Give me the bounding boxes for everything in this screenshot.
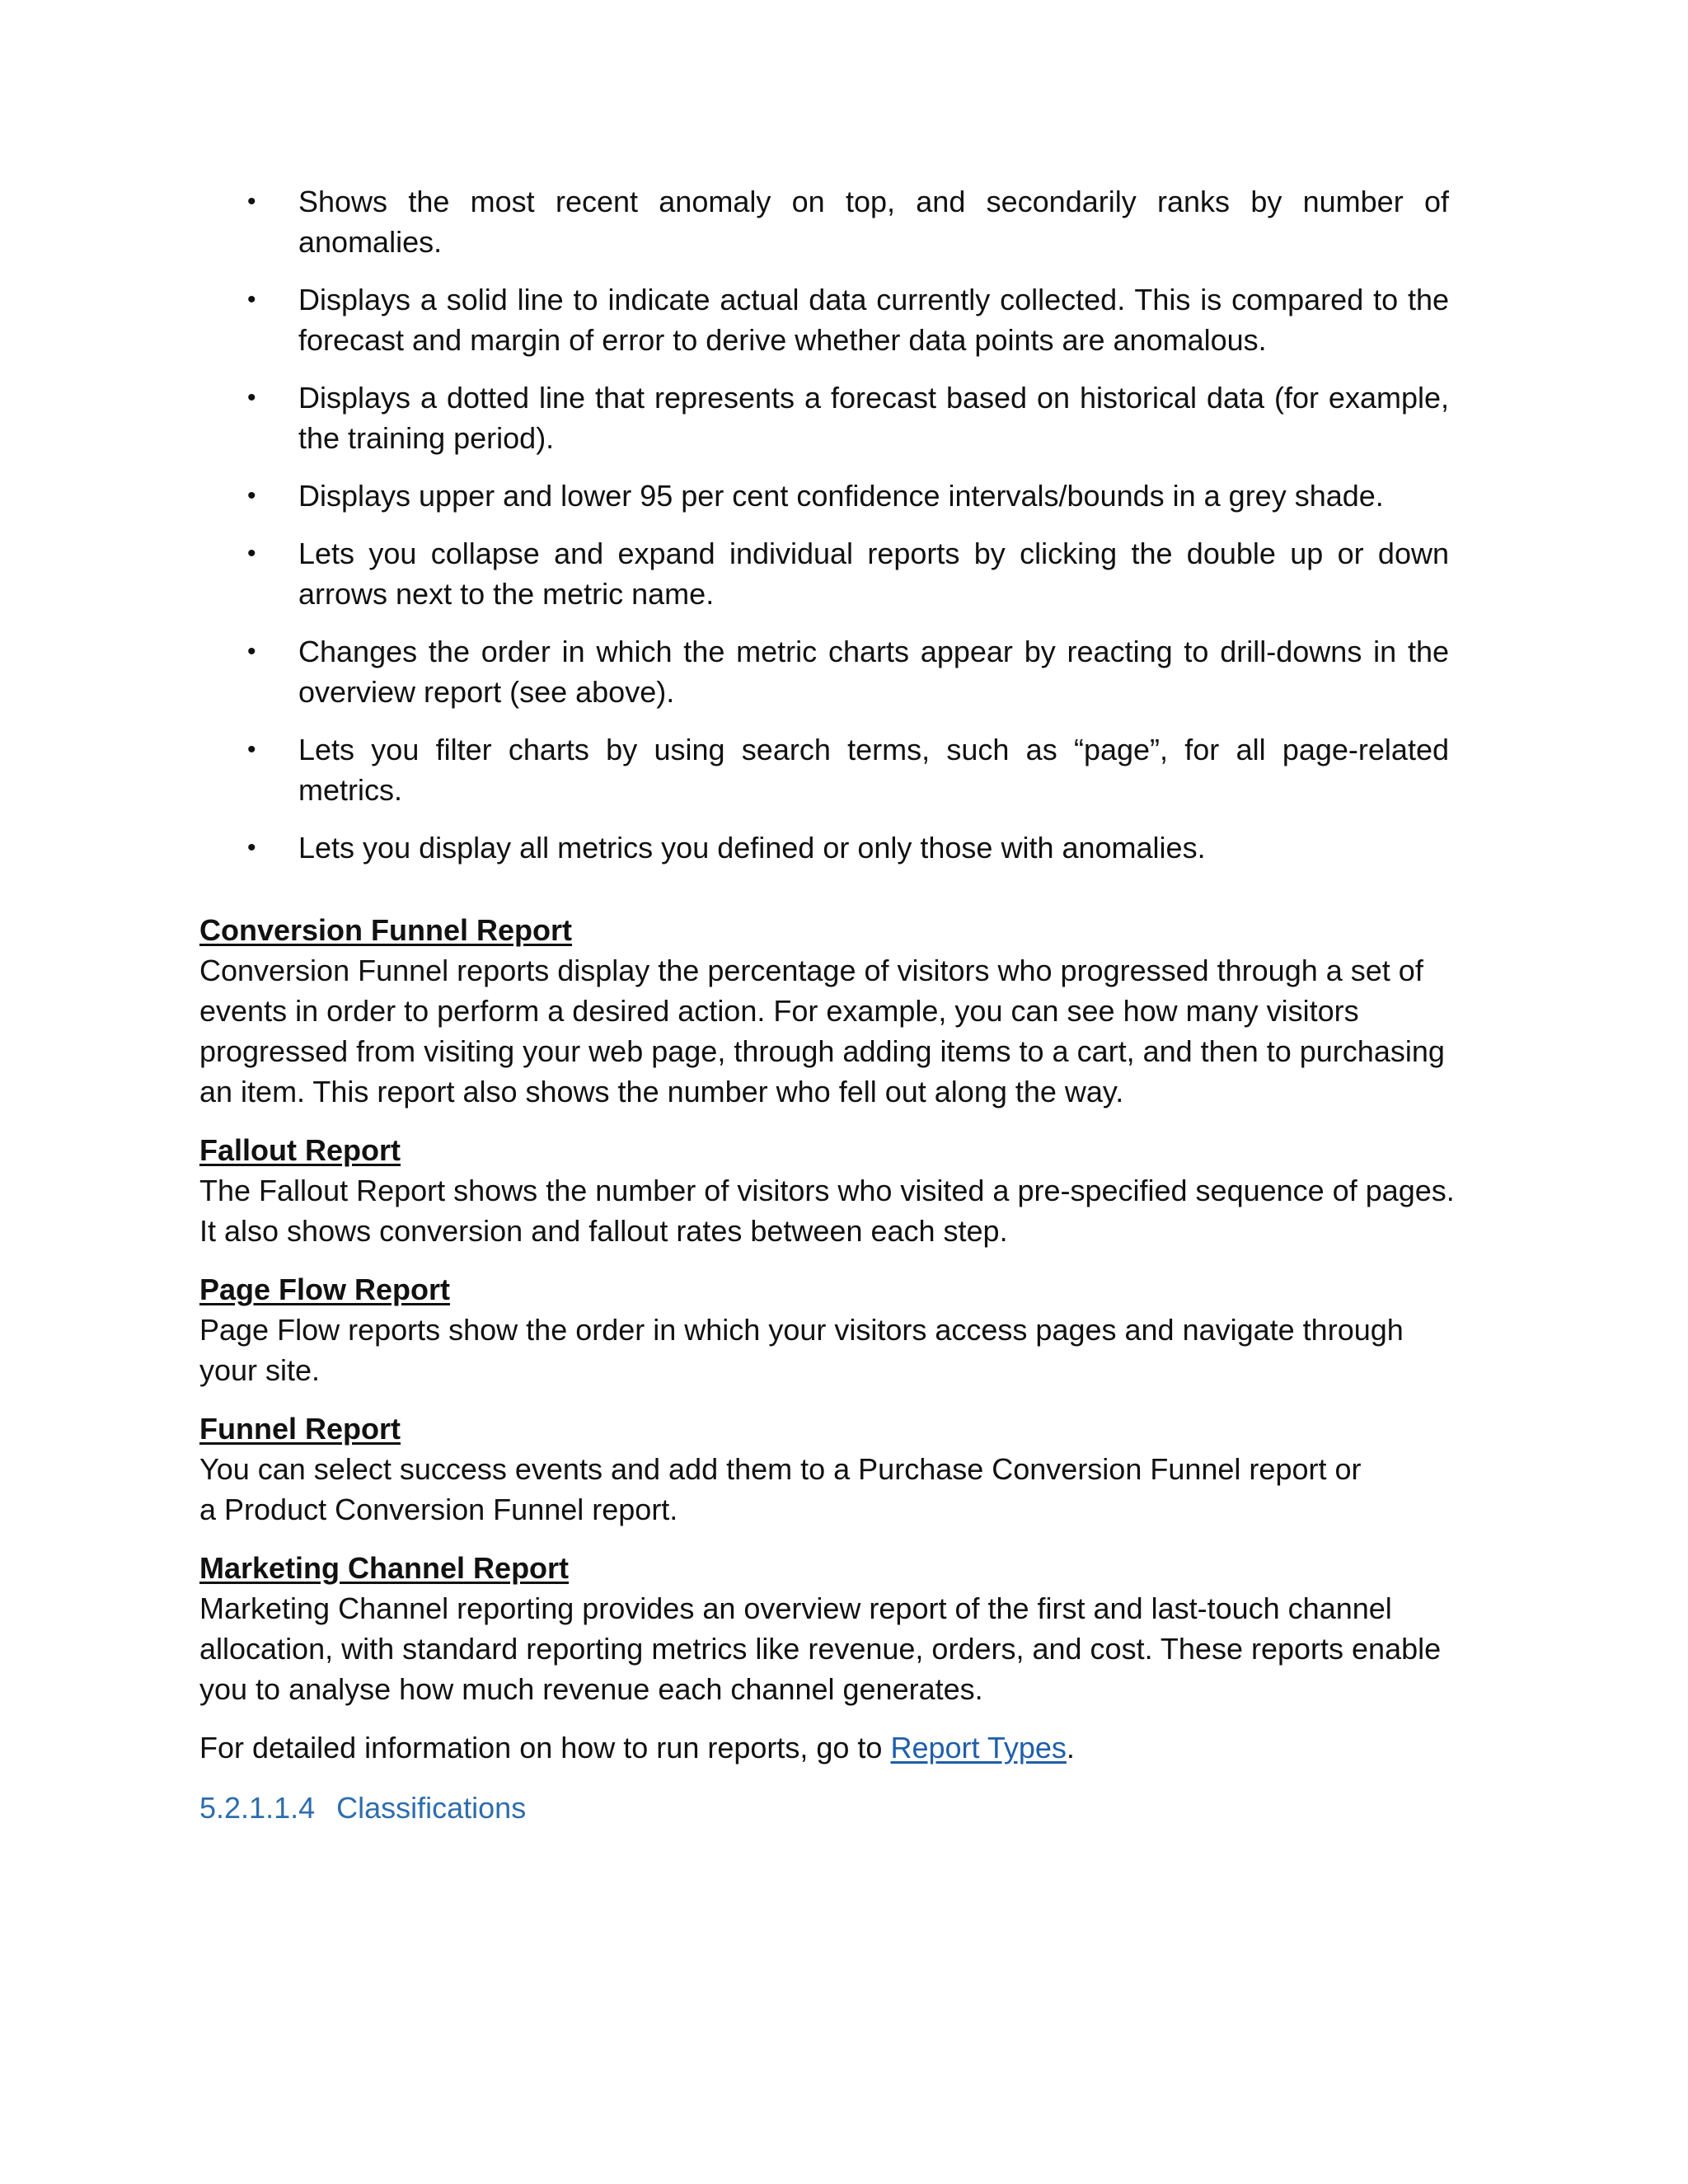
- report-types-link[interactable]: Report Types: [890, 1731, 1067, 1765]
- bullet-dot: •: [247, 736, 256, 763]
- bullet-dot: •: [247, 188, 256, 215]
- bullet-item: [199, 729, 1449, 810]
- closing-paragraph: [199, 1727, 1485, 1768]
- section-heading: Marketing Channel Report: [199, 1551, 570, 1585]
- section-page-flow-report: [199, 1269, 1485, 1390]
- section-body-line: Marketing Channel reporting provides an overview report of the first and last-touch channel: [199, 1591, 1392, 1625]
- section-body-line: progressed from visiting your web page, through adding items to a cart, and then to purchasing: [199, 1034, 1445, 1068]
- bullet-dot: •: [247, 834, 256, 861]
- bullet-item: [199, 631, 1449, 712]
- section-marketing-channel-report: [199, 1548, 1485, 1709]
- subsection-heading: [199, 1788, 1485, 1828]
- bullet-text: Lets you display all metrics you defined or only those with anomalies.: [298, 831, 1206, 865]
- section-body-line: You can select success events and add them to a Purchase Conversion Funnel report or: [199, 1452, 1362, 1486]
- bullet-dot: •: [247, 286, 256, 313]
- bullet-dot: •: [247, 384, 256, 411]
- bullet-item: [199, 279, 1449, 360]
- bullet-text: Displays a dotted line that represents a forecast based on historical data (for example, the training period).: [298, 381, 1449, 455]
- document-page: [199, 181, 1485, 1858]
- bullet-text: Displays a solid line to indicate actual data currently collected. This is compared to the forecast and margin of error to derive whether data points are anomalous.: [298, 283, 1449, 357]
- bullet-item: [199, 533, 1449, 614]
- bullet-dot: •: [247, 482, 256, 509]
- subsection-number: 5.2.1.1.4: [199, 1791, 316, 1825]
- bullet-text: Lets you collapse and expand individual reports by clicking the double up or down arrows next to the metric name.: [298, 537, 1449, 611]
- bullet-item: [199, 377, 1449, 458]
- closing-suffix: .: [1066, 1731, 1075, 1765]
- bullet-item: [199, 181, 1449, 262]
- section-body-line: Page Flow reports show the order in which your visitors access pages and navigate through: [199, 1313, 1404, 1347]
- section-body-line: Conversion Funnel reports display the percentage of visitors who progressed through a set of: [199, 954, 1423, 987]
- bullet-text: Displays upper and lower 95 per cent confidence intervals/bounds in a grey shade.: [298, 479, 1384, 513]
- section-body-line: It also shows conversion and fallout rates between each step.: [199, 1214, 1008, 1248]
- section-body-line: The Fallout Report shows the number of visitors who visited a pre-specified sequence of pages.: [199, 1174, 1455, 1207]
- section-heading: Funnel Report: [199, 1412, 401, 1446]
- section-fallout-report: [199, 1130, 1485, 1251]
- bullet-dot: •: [247, 540, 256, 567]
- section-body-line: your site.: [199, 1353, 321, 1387]
- section-body-line: a Product Conversion Funnel report.: [199, 1493, 678, 1526]
- section-body-line: allocation, with standard reporting metrics like revenue, orders, and cost. These reports enable: [199, 1632, 1442, 1666]
- subsection-title: Classifications: [336, 1791, 527, 1825]
- section-body-line: you to analyse how much revenue each channel generates.: [199, 1672, 983, 1706]
- bullet-text: Changes the order in which the metric charts appear by reacting to drill-downs in the overview report (see above).: [298, 635, 1449, 709]
- section-body-line: an item. This report also shows the number who fell out along the way.: [199, 1075, 1124, 1108]
- bullet-dot: •: [247, 638, 256, 665]
- section-heading: Page Flow Report: [199, 1272, 451, 1306]
- section-funnel-report: [199, 1408, 1485, 1530]
- bullet-item: [199, 476, 1449, 516]
- section-heading: Fallout Report: [199, 1133, 401, 1167]
- feature-bullet-list: [199, 181, 1449, 868]
- bullet-text: Lets you filter charts by using search terms, such as “page”, for all page-related metrics.: [298, 733, 1449, 807]
- section-conversion-funnel-report: [199, 910, 1485, 1112]
- closing-prefix: For detailed information on how to run reports, go to: [199, 1731, 891, 1765]
- section-body-line: events in order to perform a desired action. For example, you can see how many visitors: [199, 994, 1359, 1028]
- bullet-item: [199, 827, 1449, 868]
- bullet-text: Shows the most recent anomaly on top, and secondarily ranks by number of anomalies.: [298, 185, 1449, 259]
- section-heading: Conversion Funnel Report: [199, 913, 573, 947]
